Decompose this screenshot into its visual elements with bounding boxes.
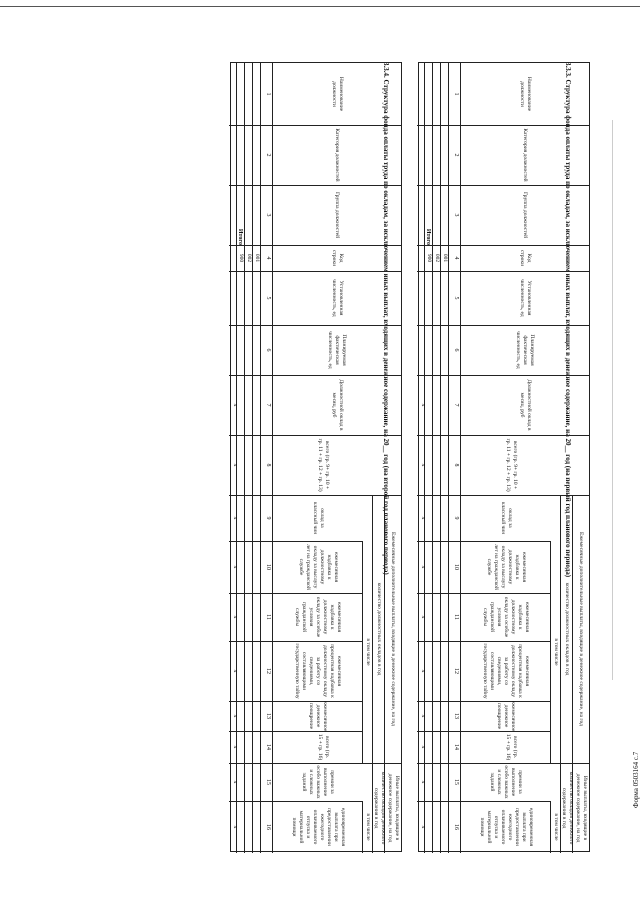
monthly-group-header: Ежемесячные дополнительные выплаты, входящие в денежное содержание, на год [578,532,585,726]
total-row-x-mark: х [420,463,426,467]
column-number: 16 [265,824,271,830]
column-number: 7 [453,403,459,407]
total-row-x-mark: х [232,825,238,829]
lump-sum-header: единовременная выплата при предоставлении ежегодного оплачиваемого отпуска и материальной помощи [479,807,534,847]
total-row-x-mark: х [420,780,426,784]
incl-label: в том числе [365,638,372,666]
planned-headcount-header: Планируемая фактическая численность, ед [327,331,348,369]
total-row-x-mark: х [420,615,426,619]
other-group-header: Иные выплаты, входящие в денежное содержание, на год [575,773,588,843]
column-number: 2 [265,153,271,157]
table-b-title: 3.3.4. Структура фонда оплаты труда по окладам, за исключением иных выплат, входящих в денежное содержание, на 20__ год (на второй год планового периода) [382,62,390,575]
row-code: 900 [238,253,244,263]
column-number: 12 [453,668,459,674]
total-row-x-mark: х [232,516,238,520]
table-b-grid [230,62,402,852]
total-row-x-mark: х [232,463,238,467]
column-number: 4 [265,256,271,260]
data-row-rule [252,63,253,853]
established-headcount-header: Установленная численность, ед [331,279,344,317]
incl-label: в том числе [553,638,560,666]
column-number: 12 [265,668,271,674]
column-number: 5 [265,296,271,300]
total-row-x-mark: х [420,669,426,673]
column-number: 13 [453,713,459,719]
total-row-x-mark: х [232,615,238,619]
table-a [418,62,590,852]
official-salary-header: Должностной оклад в месяц, руб [331,379,344,431]
special-conditions-header: ежемесячная надбавка к должностному окладу за особые условия гражданской службы [294,596,343,638]
column-number: 8 [265,463,271,467]
column-number: 6 [265,348,271,352]
data-row-rule [440,63,441,853]
monthly-count-note: количество должностных окладов в год [376,582,383,676]
total-label: Итого [237,228,243,245]
established-headcount-header: Установленная численность, ед [519,279,532,317]
column-number: 8 [453,463,459,467]
total-row-x-mark: х [420,714,426,718]
table-a-grid [418,62,590,852]
column-number: 7 [265,403,271,407]
column-number: 13 [265,713,271,719]
column-number: 9 [453,516,459,520]
scan-edge [612,120,613,680]
total-row-x-mark: х [232,669,238,673]
total-15-16-header: всего (гр. 15 + гр. 16) [505,733,518,761]
total-row-x-mark: х [232,780,238,784]
state-secret-header: ежемесячная процентная надбавка к должностному окладу за работу со сведениями, составляющими государственную тайну [294,643,343,699]
total-row-x-mark: х [232,403,238,407]
column-number: 11 [453,614,459,620]
incentive-header: ежемесячное денежное поощрение [308,700,329,732]
total-label: Итого [425,228,431,245]
other-count-note: количество окладов денежного содержания в год [561,771,574,845]
incentive-header: ежемесячное денежное поощрение [496,700,517,732]
total-row-x-mark: х [420,565,426,569]
column-number: 10 [453,564,459,570]
official-salary-header: Должностной оклад в месяц, руб [519,379,532,431]
monthly-count-note: количество должностных окладов в год [564,582,571,676]
total-row-x-mark: х [232,714,238,718]
state-secret-header: ежемесячная процентная надбавка к должностному окладу за работу со сведениями, составляющими государственную тайну [482,643,531,699]
row-code: 001 [442,253,448,263]
monthly-group-header: Ежемесячные дополнительные выплаты, входящие в денежное содержание, на год [390,532,397,726]
total-row-x-mark: х [232,565,238,569]
column-number: 1 [453,92,459,96]
form-code: Форма 0503164 с.7 [632,751,640,808]
column-number: 1 [265,92,271,96]
class-rank-header: оклад за классный чин [312,501,325,535]
table-b [230,62,402,852]
seniority-bonus-header: ежемесячная надбавка к должностному окладу за выслугу лет на гражданской службе [298,544,339,590]
other-group-header: Иные выплаты, входящие в денежное содержание, на год [387,773,400,843]
column-number: 9 [265,516,271,520]
position-group-header: Группа должностей [334,191,341,239]
bonus-header: премии за выполнение особо важных и сложных заданий [489,765,524,799]
column-number: 6 [453,348,459,352]
row-code: 002 [246,253,252,263]
total-row-x-mark: х [420,825,426,829]
total-row-x-mark: х [420,403,426,407]
bonus-header: премии за выполнение особо важных и сложных заданий [301,765,336,799]
position-group-header: Группа должностей [522,191,529,239]
seniority-bonus-header: ежемесячная надбавка к должностному окладу за выслугу лет на гражданской службе [486,544,527,590]
top-rule [0,6,640,7]
column-number: 3 [265,213,271,217]
total-row-x-mark: х [232,745,238,749]
column-number: 4 [453,256,459,260]
row-code-header: Код строки [331,249,344,267]
row-code: 001 [254,253,260,263]
total-9-13-header: всего (гр. 9+ гр. 10 + гр. 11 + гр. 12 + гр. 13) [505,438,518,492]
column-number: 15 [453,779,459,785]
planned-headcount-header: Планируемая фактическая численность, ед [515,331,536,369]
total-row-x-mark: х [420,745,426,749]
column-number: 14 [265,744,271,750]
row-code-header: Код строки [519,249,532,267]
total-9-13-header: всего (гр. 9+ гр. 10 + гр. 11 + гр. 12 + гр. 13) [317,438,330,492]
table-a-title: 3.3.3. Структура фонда оплаты труда по окладам, за исключением иных выплат, входящих в денежное содержание, на 20__ год (на первый год планового периода) [564,62,572,578]
position-name-header: Наименование должности [519,76,532,112]
total-15-16-header: всего (гр. 15 + гр. 16) [317,733,330,761]
special-conditions-header: ежемесячная надбавка к должностному окладу за особые условия гражданской службы [482,596,531,638]
position-category-header: Категория должностей [522,128,529,182]
lump-sum-header: единовременная выплата при предоставлении ежегодного оплачиваемого отпуска и материальной помощи [291,807,346,847]
position-category-header: Категория должностей [334,128,341,182]
position-name-header: Наименование должности [331,76,344,112]
incl-label-2: в том числе [553,813,560,841]
row-code: 002 [434,253,440,263]
class-rank-header: оклад за классный чин [500,501,513,535]
row-code: 900 [426,253,432,263]
column-number: 16 [453,824,459,830]
column-number: 2 [453,153,459,157]
column-number: 3 [453,213,459,217]
column-number: 15 [265,779,271,785]
total-row-x-mark: х [420,516,426,520]
incl-label-2: в том числе [365,813,372,841]
column-number: 10 [265,564,271,570]
column-number: 11 [265,614,271,620]
column-number: 5 [453,296,459,300]
other-count-note: количество окладов денежного содержания в год [373,771,386,845]
column-number: 14 [453,744,459,750]
